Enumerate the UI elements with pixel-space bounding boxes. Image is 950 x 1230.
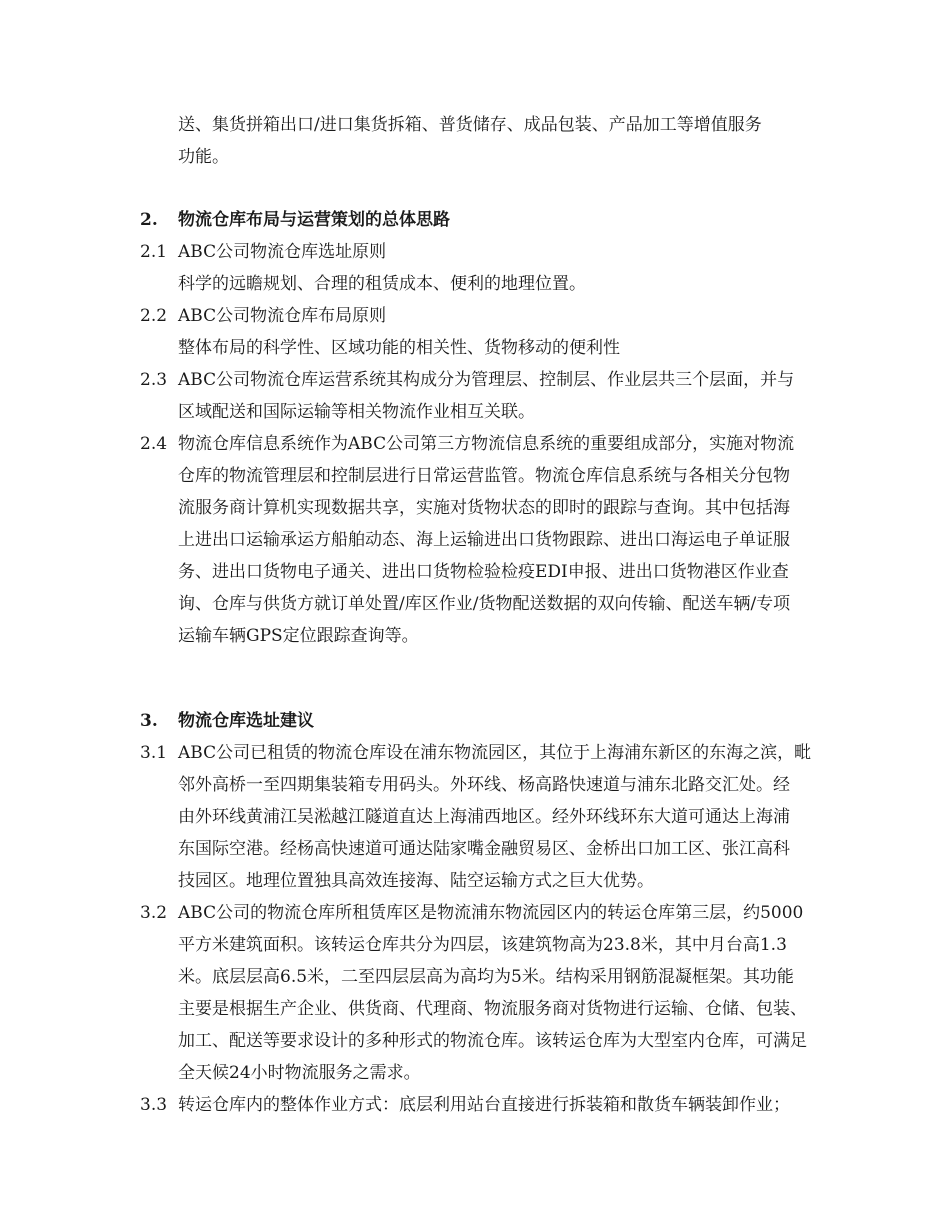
intro-line: 功能。 [178, 147, 229, 167]
item-number: 2.1 [140, 242, 168, 262]
item-number: 2.4 [140, 434, 168, 454]
item-line: ABC公司已租赁的物流仓库设在浦东物流园区，其位于上海浦东新区的东海之滨，毗 [178, 743, 812, 763]
item-number: 3.3 [140, 1095, 168, 1115]
item-number: 3.1 [140, 743, 168, 763]
item-line: ABC公司物流仓库选址原则 [178, 242, 387, 262]
item-line: 主要是根据生产企业、供货商、代理商、物流服务商对货物进行运输、仓储、包装、 [178, 999, 807, 1019]
item-number: 3.2 [140, 903, 168, 923]
item-line: 转运仓库内的整体作业方式：底层利用站台直接进行拆装箱和散货车辆装卸作业； [178, 1095, 790, 1115]
item-line: 流服务商计算机实现数据共享，实施对货物状态的即时的跟踪与查询。其中包括海 [178, 498, 790, 518]
item-line: 邻外高桥一至四期集装箱专用码头。外环线、杨高路快速道与浦东北路交汇处。经 [178, 775, 790, 795]
section-heading: 物流仓库布局与运营策划的总体思路 [178, 210, 450, 230]
item-number: 2.3 [140, 370, 168, 390]
item-line: 务、进出口货物电子通关、进出口货物检验检疫EDI申报、进出口货物港区作业查 [178, 562, 789, 582]
item-line: 仓库的物流管理层和控制层进行日常运营监管。物流仓库信息系统与各相关分包物 [178, 466, 790, 486]
item-line: 询、仓库与供货方就订单处置/库区作业/货物配送数据的双向传输、配送车辆/专项 [178, 594, 791, 614]
item-number: 2.2 [140, 306, 168, 326]
item-line: 整体布局的科学性、区域功能的相关性、货物移动的便利性 [178, 338, 620, 358]
item-line: 技园区。地理位置独具高效连接海、陆空运输方式之巨大优势。 [178, 871, 654, 891]
item-line: 加工、配送等要求设计的多种形式的物流仓库。该转运仓库为大型室内仓库，可满足 [178, 1031, 807, 1051]
item-line: ABC公司物流仓库运营系统其构成分为管理层、控制层、作业层共三个层面，并与 [178, 370, 795, 390]
item-line: ABC公司物流仓库布局原则 [178, 306, 387, 326]
item-line: 区域配送和国际运输等相关物流作业相互关联。 [178, 402, 535, 422]
item-line: 全天候24小时物流服务之需求。 [178, 1063, 421, 1083]
section-heading: 物流仓库选址建议 [178, 711, 314, 731]
item-line: 由外环线黄浦江吴淞越江隧道直达上海浦西地区。经外环线环东大道可通达上海浦 [178, 807, 790, 827]
section-number: 3. [140, 711, 158, 731]
intro-line: 送、集货拼箱出口/进口集货拆箱、普货储存、成品包装、产品加工等增值服务 [178, 115, 762, 135]
item-line: 科学的远瞻规划、合理的租赁成本、便利的地理位置。 [178, 274, 586, 294]
item-line: ABC公司的物流仓库所租赁库区是物流浦东物流园区内的转运仓库第三层，约5000 [178, 903, 804, 923]
item-line: 米。底层层高6.5米，二至四层层高为高均为5米。结构采用钢筋混凝框架。其功能 [178, 967, 794, 987]
item-line: 运输车辆GPS定位跟踪查询等。 [178, 626, 419, 646]
section-number: 2. [140, 210, 158, 230]
item-line: 上进出口运输承运方船舶动态、海上运输进出口货物跟踪、进出口海运电子单证服 [178, 530, 790, 550]
item-line: 平方米建筑面积。该转运仓库共分为四层，该建筑物高为23.8米，其中月台高1.3 [178, 935, 787, 955]
item-line: 物流仓库信息系统作为ABC公司第三方物流信息系统的重要组成部分，实施对物流 [178, 434, 795, 454]
item-line: 东国际空港。经杨高快速道可通达陆家嘴金融贸易区、金桥出口加工区、张江高科 [178, 839, 790, 859]
